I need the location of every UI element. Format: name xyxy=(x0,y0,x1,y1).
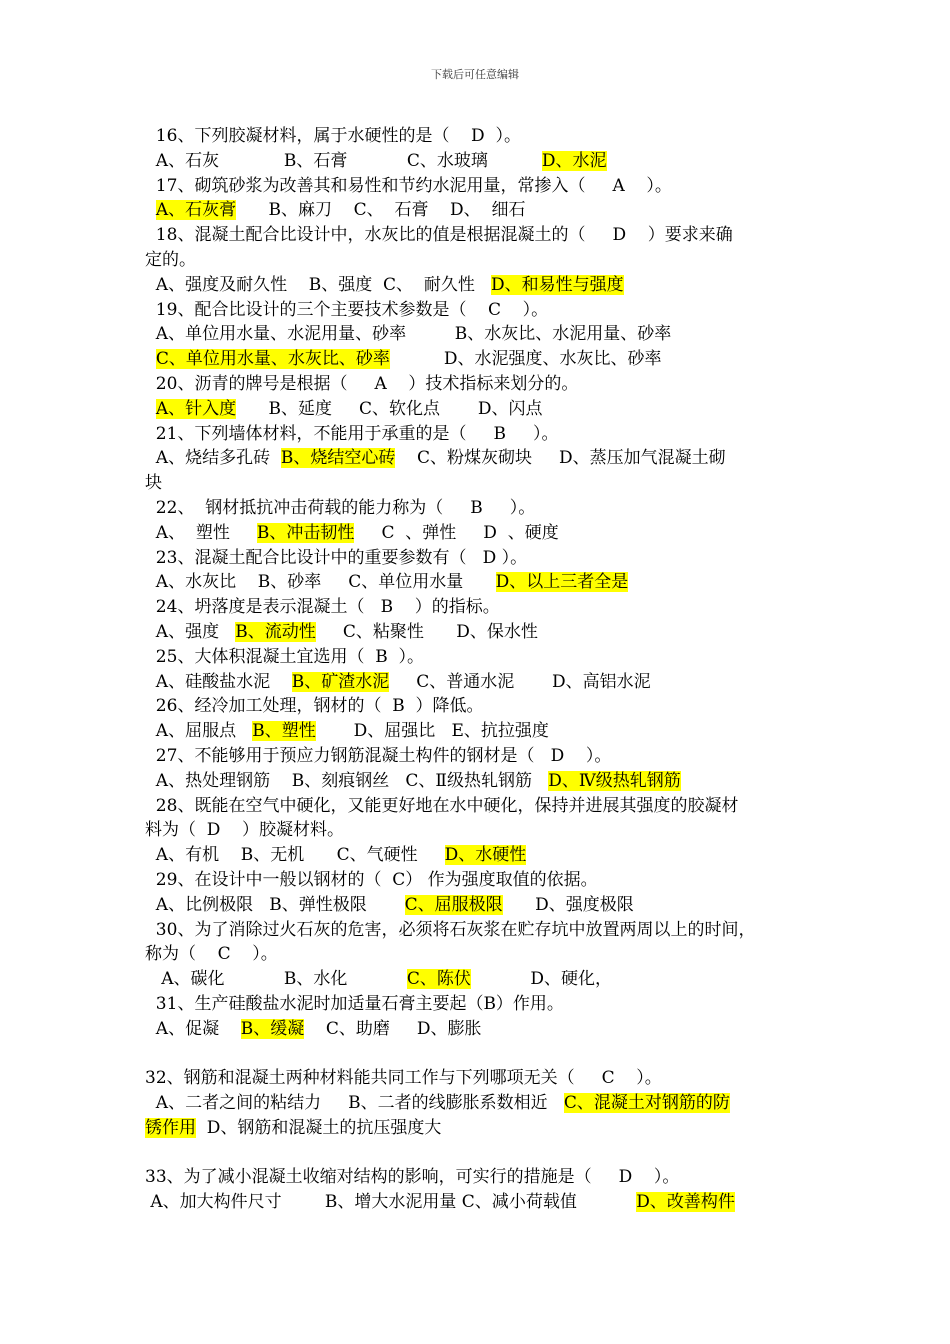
text-segment: A、屈服点 xyxy=(145,721,253,742)
text-line xyxy=(145,446,815,471)
text-segment: 22、 钢材抵抗冲击荷载的能力称为（ B ）。 xyxy=(145,497,536,518)
text-line xyxy=(145,1066,815,1091)
highlighted-answer: C、陈伏 xyxy=(406,969,471,990)
text-segment: 26、经冷加工处理，钢材的（ B ）降低。 xyxy=(145,696,484,717)
text-segment: A、烧结多孔砖 xyxy=(145,448,281,469)
blank-line xyxy=(145,1141,815,1166)
text-segment: A、促凝 xyxy=(145,1018,241,1039)
text-line xyxy=(145,223,815,248)
text-line xyxy=(145,645,815,670)
text-line xyxy=(145,670,815,695)
text-segment: 称为（ C ）。 xyxy=(145,944,278,965)
text-segment: D、屈强比 E、抗拉强度 xyxy=(315,721,549,742)
text-line xyxy=(145,471,815,496)
text-segment: 25、大体积混凝土宜选用（ B ）。 xyxy=(145,646,425,667)
text-segment: 32、钢筋和混凝土两种材料能共同工作与下列哪项无关（ C ）。 xyxy=(145,1068,662,1089)
text-line xyxy=(145,843,815,868)
highlighted-answer: B、缓凝 xyxy=(240,1018,305,1039)
text-line xyxy=(145,198,815,223)
text-segment: C、粉煤灰砌块 D、蒸压加气混凝土砌 xyxy=(395,448,726,469)
highlighted-answer: C、单位用水量、水灰比、砂率 xyxy=(155,349,390,370)
text-segment: 28、既能在空气中硬化，又能更好地在水中硬化，保持并进展其强度的胶凝材 xyxy=(145,795,739,816)
highlighted-answer: B、矿渣水泥 xyxy=(291,671,390,692)
text-segment: A、水灰比 B、砂率 C、单位用水量 xyxy=(145,572,496,593)
text-line xyxy=(145,744,815,769)
highlighted-answer: D、水硬性 xyxy=(444,845,527,866)
text-segment: 23、混凝土配合比设计中的重要参数有（ D ）。 xyxy=(145,547,528,568)
text-line xyxy=(145,372,815,397)
text-line xyxy=(145,149,815,174)
text-segment: C 、弹性 D 、硬度 xyxy=(354,522,559,543)
text-line xyxy=(145,422,815,447)
text-line xyxy=(145,694,815,719)
text-segment: A、强度及耐久性 B、强度 C、 耐久性 xyxy=(145,274,492,295)
text-line xyxy=(145,769,815,794)
text-line xyxy=(145,124,815,149)
text-line xyxy=(145,967,815,992)
text-segment xyxy=(145,349,156,369)
text-segment: 33、为了减小混凝土收缩对结构的影响，可实行的措施是（ D ）。 xyxy=(145,1167,680,1188)
highlighted-answer: B、塑性 xyxy=(252,721,316,742)
highlighted-answer: 锈作用 xyxy=(145,1117,196,1138)
text-line xyxy=(145,942,815,967)
text-line xyxy=(145,620,815,645)
text-segment: A、热处理钢筋 B、刻痕钢丝 C、Ⅱ级热轧钢筋 xyxy=(145,770,549,791)
text-segment: 27、不能够用于预应力钢筋混凝土构件的钢材是（ D ）。 xyxy=(145,745,612,766)
text-segment: B、麻刀 C、 石膏 D、 细石 xyxy=(236,200,526,221)
text-segment xyxy=(145,200,156,220)
text-line xyxy=(145,992,815,1017)
text-segment: 料为（ D ）胶凝材料。 xyxy=(145,820,345,841)
page-header: 下载后可任意编辑 xyxy=(431,68,519,81)
text-segment: A、二者之间的粘结力 B、二者的线膨胀系数相近 xyxy=(145,1093,564,1114)
text-line xyxy=(145,918,815,943)
text-segment: 定的。 xyxy=(145,249,196,270)
text-segment: 17、砌筑砂浆为改善其和易性和节约水泥用量，常掺入（ A ）。 xyxy=(145,175,672,196)
text-segment xyxy=(145,399,156,419)
text-line xyxy=(145,1116,815,1141)
highlighted-answer: B、烧结空心砖 xyxy=(280,448,396,469)
text-segment: 29、在设计中一般以钢材的（ C） 作为强度取值的依据。 xyxy=(145,869,598,890)
highlighted-answer: B、冲击韧性 xyxy=(256,522,355,543)
text-line xyxy=(145,298,815,323)
text-line xyxy=(145,868,815,893)
text-line xyxy=(145,1017,815,1042)
text-line xyxy=(145,818,815,843)
blank-line xyxy=(145,1041,815,1066)
text-segment: A、比例极限 B、弹性极限 xyxy=(145,894,405,915)
highlighted-answer: D、Ⅳ级热轧钢筋 xyxy=(548,770,681,791)
highlighted-answer: C、混凝土对钢筋的防 xyxy=(563,1093,730,1114)
highlighted-answer: D、水泥 xyxy=(541,150,607,171)
text-segment: A、有机 B、无机 C、气硬性 xyxy=(145,845,445,866)
text-line xyxy=(145,595,815,620)
text-line xyxy=(145,794,815,819)
text-line xyxy=(145,893,815,918)
text-line xyxy=(145,719,815,744)
text-segment: A、加大构件尺寸 B、增大水泥用量 C、减小荷载值 xyxy=(145,1192,637,1213)
text-line xyxy=(145,1190,815,1215)
text-segment: A、强度 xyxy=(145,621,236,642)
text-segment: A、硅酸盐水泥 xyxy=(145,671,292,692)
text-segment: A、石灰 B、石膏 C、水玻璃 xyxy=(145,150,542,171)
highlighted-answer: A、石灰膏 xyxy=(155,200,237,221)
text-line xyxy=(145,570,815,595)
text-segment: 块 xyxy=(145,473,162,494)
text-segment: D、钢筋和混凝土的抗压强度大 xyxy=(196,1117,442,1138)
highlighted-answer: A、针入度 xyxy=(155,398,237,419)
text-segment: 18、混凝土配合比设计中，水灰比的值是根据混凝土的（ D ）要求来确 xyxy=(145,225,733,246)
text-line xyxy=(145,174,815,199)
highlighted-answer: B、流动性 xyxy=(235,621,316,642)
text-segment: 31、生产硅酸盐水泥时加适量石膏主要起（B）作用。 xyxy=(145,993,564,1014)
text-segment: A、碳化 B、水化 xyxy=(145,969,407,990)
text-segment: D、强度极限 xyxy=(502,894,634,915)
text-segment: A、单位用水量、水泥用量、砂率 B、水灰比、水泥用量、砂率 xyxy=(145,324,672,345)
text-segment: C、普通水泥 D、高铝水泥 xyxy=(389,671,651,692)
text-segment: C、粘聚性 D、保水性 xyxy=(315,621,538,642)
text-line xyxy=(145,322,815,347)
text-line xyxy=(145,397,815,422)
text-line xyxy=(145,273,815,298)
text-line xyxy=(145,546,815,571)
highlighted-answer: D、以上三者全是 xyxy=(495,572,629,593)
highlighted-answer: D、改善构件 xyxy=(636,1192,735,1213)
text-segment: A、 塑性 xyxy=(145,522,257,543)
text-segment: B、延度 C、软化点 D、闪点 xyxy=(236,398,543,419)
text-segment: 19、配合比设计的三个主要技术参数是（ C ）。 xyxy=(145,299,549,320)
highlighted-answer: C、屈服极限 xyxy=(404,894,503,915)
text-line xyxy=(145,248,815,273)
text-segment: 16、下列胶凝材料，属于水硬性的是（ D ）。 xyxy=(145,126,521,146)
highlighted-answer: D、和易性与强度 xyxy=(491,274,624,295)
text-segment: D、硬化， xyxy=(470,969,612,990)
question-list xyxy=(145,124,815,1215)
text-line xyxy=(145,1165,815,1190)
text-segment: D、水泥强度、水灰比、砂率 xyxy=(389,349,662,370)
text-line xyxy=(145,347,815,372)
text-line xyxy=(145,496,815,521)
text-segment: 24、坍落度是表示混凝土（ B ）的指标。 xyxy=(145,597,500,618)
text-segment: C、助磨 D、膨胀 xyxy=(304,1018,482,1039)
text-segment: 21、下列墙体材料，不能用于承重的是（ B ）。 xyxy=(145,423,559,444)
text-line xyxy=(145,521,815,546)
text-segment: 30、为了消除过火石灰的危害，必须将石灰浆在贮存坑中放置两周以上的时间， xyxy=(145,919,756,940)
text-line xyxy=(145,1091,815,1116)
text-segment: 20、沥青的牌号是根据（ A ）技术指标来划分的。 xyxy=(145,373,579,394)
